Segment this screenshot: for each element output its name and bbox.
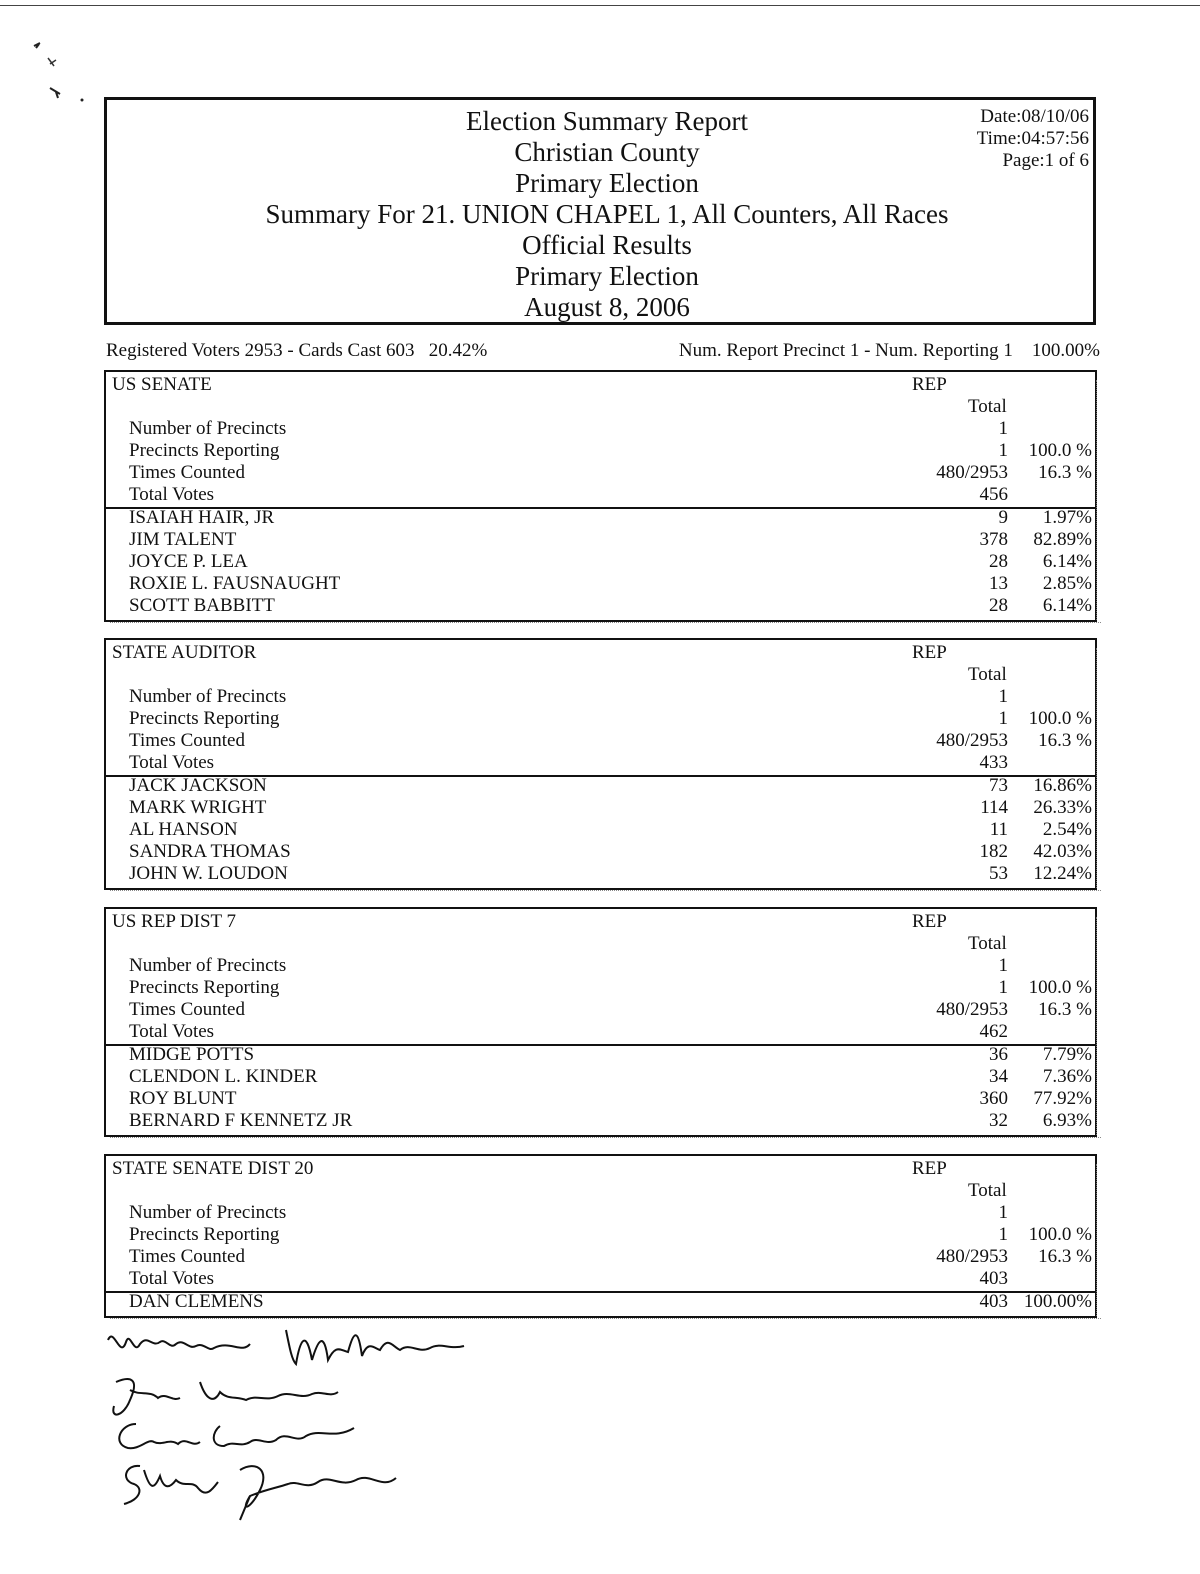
candidate-votes: 32 <box>989 1110 1008 1131</box>
candidate-row <box>106 1066 1095 1088</box>
stat-value: 1 <box>998 686 1008 707</box>
registered-voters-summary: Registered Voters 2953 - Cards Cast 603 20.42% <box>106 340 488 361</box>
candidate-percent: 42.03% <box>1033 841 1092 862</box>
stat-label: Number of Precincts <box>129 418 287 439</box>
race-box <box>104 370 1097 622</box>
stat-label: Number of Precincts <box>129 1202 287 1223</box>
stat-label: Precincts Reporting <box>129 708 280 729</box>
stat-row <box>106 955 1095 977</box>
stat-value: 480/2953 <box>936 1246 1008 1267</box>
race-title: STATE AUDITOR <box>112 642 257 663</box>
candidate-row <box>106 1291 1095 1313</box>
report-title: Election Summary Report <box>466 106 748 136</box>
stat-row <box>106 418 1095 440</box>
candidate-name: MIDGE POTTS <box>129 1044 255 1065</box>
candidate-row <box>106 797 1095 819</box>
stat-row <box>106 1268 1095 1290</box>
candidate-row <box>106 819 1095 841</box>
stat-row <box>106 708 1095 730</box>
stat-value: 480/2953 <box>936 999 1008 1020</box>
party-label: REP <box>912 642 947 663</box>
stat-label: Number of Precincts <box>129 686 287 707</box>
candidate-row <box>106 841 1095 863</box>
stat-value: 480/2953 <box>936 462 1008 483</box>
candidate-name: ISAIAH HAIR, JR <box>129 507 275 528</box>
race-box <box>104 1154 1097 1318</box>
candidate-percent: 6.14% <box>1042 595 1092 616</box>
candidate-votes: 182 <box>979 841 1008 862</box>
election-type-repeat: Primary Election <box>515 261 699 291</box>
candidate-name: CLENDON L. KINDER <box>129 1066 318 1087</box>
election-type: Primary Election <box>515 168 699 198</box>
candidate-name: DAN CLEMENS <box>129 1291 264 1312</box>
report-time: Time:04:57:56 <box>976 128 1089 149</box>
candidate-row <box>106 529 1095 551</box>
candidate-percent: 12.24% <box>1033 863 1092 884</box>
stat-percent: 16.3 % <box>1038 462 1092 483</box>
stat-row <box>106 977 1095 999</box>
candidate-name: ROY BLUNT <box>129 1088 237 1109</box>
stat-row <box>106 1224 1095 1246</box>
stat-label: Total Votes <box>129 484 215 505</box>
candidate-votes: 378 <box>979 529 1008 550</box>
total-column-header: Total <box>968 396 1007 417</box>
stat-label: Number of Precincts <box>129 955 287 976</box>
candidate-percent: 7.36% <box>1042 1066 1092 1087</box>
candidate-votes: 36 <box>989 1044 1008 1065</box>
candidate-votes: 34 <box>989 1066 1008 1087</box>
candidate-percent: 1.97% <box>1042 507 1092 528</box>
stat-row <box>106 1246 1095 1268</box>
stat-label: Times Counted <box>129 462 245 483</box>
candidate-row <box>106 775 1095 797</box>
scan-artifact-edge <box>1096 1164 1101 1316</box>
stat-label: Precincts Reporting <box>129 977 280 998</box>
candidate-row <box>106 551 1095 573</box>
candidate-name: SANDRA THOMAS <box>129 841 291 862</box>
candidate-percent: 100.00% <box>1023 1291 1092 1312</box>
stat-value: 1 <box>998 1202 1008 1223</box>
scan-artifact-bottom <box>110 890 1101 894</box>
report-header-box <box>104 97 1096 325</box>
stat-label: Total Votes <box>129 1268 215 1289</box>
candidate-percent: 77.92% <box>1033 1088 1092 1109</box>
total-column-header: Total <box>968 1180 1007 1201</box>
scan-artifact-edge <box>1096 917 1101 1135</box>
election-date: August 8, 2006 <box>524 292 690 322</box>
candidate-percent: 6.93% <box>1042 1110 1092 1131</box>
stat-value: 480/2953 <box>936 730 1008 751</box>
candidate-votes: 11 <box>989 819 1008 840</box>
race-box <box>104 638 1097 890</box>
stat-label: Total Votes <box>129 1021 215 1042</box>
stat-value: 1 <box>998 1224 1008 1245</box>
candidate-votes: 28 <box>989 551 1008 572</box>
page-number: Page:1 of 6 <box>1002 150 1089 171</box>
candidate-name: ROXIE L. FAUSNAUGHT <box>129 573 341 594</box>
stat-value: 1 <box>998 708 1008 729</box>
stat-percent: 100.0 % <box>1028 1224 1092 1245</box>
candidate-votes: 9 <box>998 507 1008 528</box>
candidate-percent: 6.14% <box>1042 551 1092 572</box>
report-date: Date:08/10/06 <box>980 106 1089 127</box>
candidate-name: JOHN W. LOUDON <box>129 863 288 884</box>
stat-row <box>106 484 1095 506</box>
candidate-row <box>106 1044 1095 1066</box>
total-column-header: Total <box>968 664 1007 685</box>
candidate-name: AL HANSON <box>129 819 238 840</box>
stat-percent: 100.0 % <box>1028 440 1092 461</box>
scan-artifact-edge <box>1096 648 1101 888</box>
candidate-name: JACK JACKSON <box>129 775 267 796</box>
candidate-row <box>106 573 1095 595</box>
candidate-row <box>106 1110 1095 1132</box>
scan-top-edge <box>0 5 1200 6</box>
candidate-row <box>106 863 1095 885</box>
race-box <box>104 907 1097 1137</box>
candidate-row <box>106 507 1095 529</box>
stat-value: 1 <box>998 977 1008 998</box>
race-title: US SENATE <box>112 374 212 395</box>
signatures <box>100 1320 540 1530</box>
party-label: REP <box>912 374 947 395</box>
stat-value: 1 <box>998 955 1008 976</box>
candidate-percent: 2.85% <box>1042 573 1092 594</box>
candidate-name: MARK WRIGHT <box>129 797 267 818</box>
stat-label: Precincts Reporting <box>129 1224 280 1245</box>
stat-percent: 16.3 % <box>1038 1246 1092 1267</box>
stat-label: Total Votes <box>129 752 215 773</box>
race-title: US REP DIST 7 <box>112 911 237 932</box>
scan-artifact-bottom <box>110 1137 1101 1141</box>
candidate-percent: 26.33% <box>1033 797 1092 818</box>
candidate-row <box>106 1088 1095 1110</box>
race-rows <box>106 418 1095 617</box>
county-name: Christian County <box>514 137 700 167</box>
report-title-block <box>107 106 1107 323</box>
stat-label: Times Counted <box>129 1246 245 1267</box>
candidate-percent: 7.79% <box>1042 1044 1092 1065</box>
candidate-votes: 13 <box>989 573 1008 594</box>
candidate-votes: 114 <box>980 797 1008 818</box>
stat-row <box>106 999 1095 1021</box>
scan-marks <box>30 38 90 108</box>
stat-label: Times Counted <box>129 730 245 751</box>
race-title: STATE SENATE DIST 20 <box>112 1158 314 1179</box>
stat-row <box>106 1202 1095 1224</box>
scan-artifact-edge <box>1096 380 1101 620</box>
stat-row <box>106 752 1095 774</box>
stat-percent: 100.0 % <box>1028 708 1092 729</box>
candidate-row <box>106 595 1095 617</box>
stat-percent: 16.3 % <box>1038 999 1092 1020</box>
stat-row <box>106 462 1095 484</box>
stat-row <box>106 1021 1095 1043</box>
candidate-votes: 360 <box>979 1088 1008 1109</box>
candidate-percent: 82.89% <box>1033 529 1092 550</box>
candidate-name: SCOTT BABBITT <box>129 595 275 616</box>
stat-row <box>106 686 1095 708</box>
precinct-reporting-summary: Num. Report Precinct 1 - Num. Reporting 1 100.00% <box>678 340 1100 361</box>
stat-value: 456 <box>979 484 1008 505</box>
candidate-votes: 403 <box>979 1291 1008 1312</box>
summary-scope: Summary For 21. UNION CHAPEL 1, All Counters, All Races <box>265 199 949 229</box>
stat-value: 403 <box>979 1268 1008 1289</box>
party-label: REP <box>912 1158 947 1179</box>
stat-value: 1 <box>998 440 1008 461</box>
stat-percent: 16.3 % <box>1038 730 1092 751</box>
stat-row <box>106 730 1095 752</box>
results-status: Official Results <box>522 230 692 260</box>
candidate-percent: 2.54% <box>1042 819 1092 840</box>
race-rows <box>106 955 1095 1132</box>
candidate-percent: 16.86% <box>1033 775 1092 796</box>
stat-label: Times Counted <box>129 999 245 1020</box>
stat-value: 433 <box>979 752 1008 773</box>
stat-value: 462 <box>979 1021 1008 1042</box>
scan-artifact-bottom <box>110 622 1101 626</box>
candidate-votes: 73 <box>989 775 1008 796</box>
candidate-votes: 53 <box>989 863 1008 884</box>
total-column-header: Total <box>968 933 1007 954</box>
race-rows <box>106 686 1095 885</box>
party-label: REP <box>912 911 947 932</box>
report-meta <box>977 106 1089 172</box>
race-rows <box>106 1202 1095 1313</box>
candidate-name: JIM TALENT <box>129 529 237 550</box>
candidate-votes: 28 <box>989 595 1008 616</box>
stat-label: Precincts Reporting <box>129 440 280 461</box>
candidate-name: BERNARD F KENNETZ JR <box>129 1110 353 1131</box>
stat-row <box>106 440 1095 462</box>
turnout-summary <box>106 339 1100 363</box>
stat-percent: 100.0 % <box>1028 977 1092 998</box>
candidate-name: JOYCE P. LEA <box>129 551 248 572</box>
stat-value: 1 <box>998 418 1008 439</box>
